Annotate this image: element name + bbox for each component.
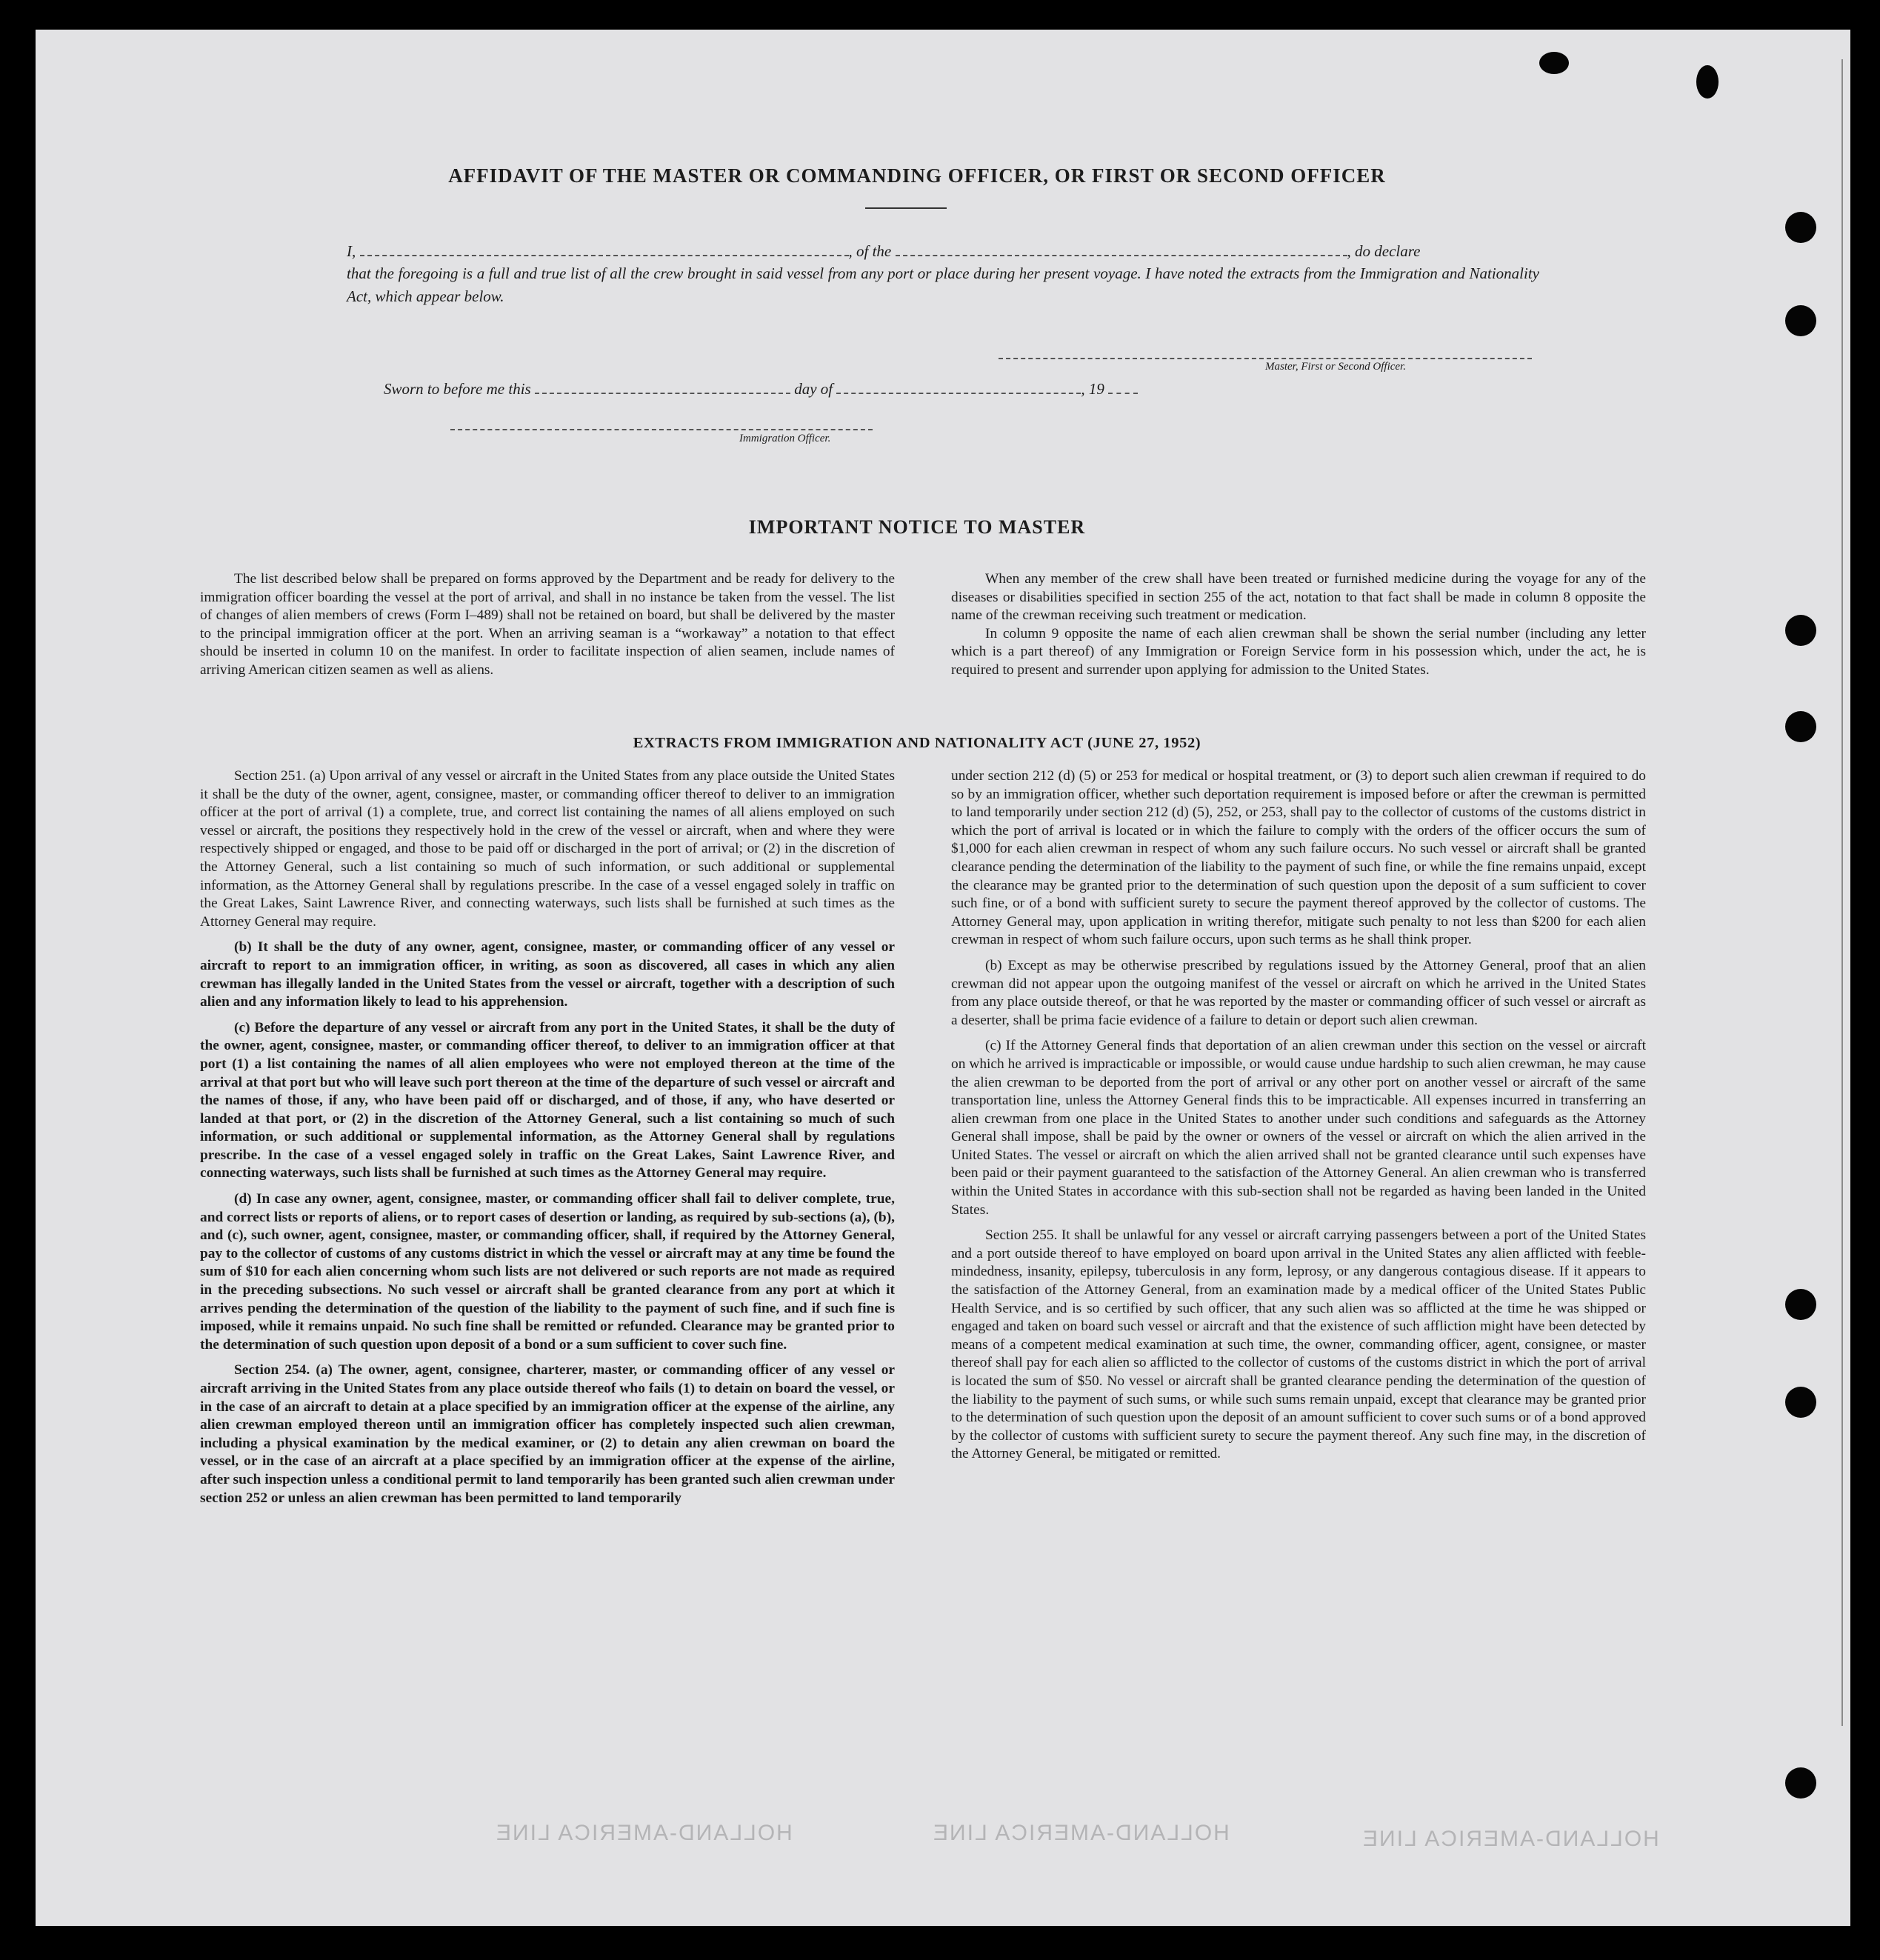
bleed-through-text: HOLLAND-AMERICA LINE [1361, 1827, 1659, 1851]
extracts-left-column [200, 767, 895, 1515]
extracts-title: EXTRACTS FROM IMMIGRATION AND NATIONALITY ACT (JUNE 27, 1952) [633, 735, 1201, 751]
section-254a: Section 254. (a) The owner, agent, consignee, charterer, master, or commanding officer of any vessel or aircraft arriving in the United States from any place outside thereof who fails (1) to detain on board the vessel, or in the case of an aircraft to detain at a place specified by an immigration officer at the expense of the airline, any alien crewman employed thereon until an immigration officer has completely inspected such alien crewman, including a physical examination by the medical examiner, or (2) to detain any alien crewman on board the vessel, or in the case of an aircraft at a place specified by an immigration officer at the expense of the airline, after such inspection unless a conditional permit to land temporarily has been granted such alien crewman under section 252 or unless an alien crewman has been permitted to land temporarily [200, 1362, 895, 1506]
notice-right-paragraph-2: In column 9 opposite the name of each alien crewman shall be shown the serial number (including any letter which is a part thereof) of any Immigration or Foreign Service form in his possession which, under the act, he is required to present and surrender upon applying for admission to the United States. [951, 625, 1646, 678]
bleed-through-text: HOLLAND-AMERICA LINE [495, 1821, 793, 1845]
sworn-label: Sworn to before me this [384, 380, 531, 398]
affidavit-title: AFFIDAVIT OF THE MASTER OR COMMANDING OFFICER, OR FIRST OR SECOND OFFICER [448, 164, 1386, 187]
notice-left-paragraph: The list described below shall be prepared on forms approved by the Department and be ready for delivery to the immigration officer boarding the vessel at the port of arrival, and shall in no instance be taken from the vessel. The list of changes of alien members of crews (Form I–489) shall not be retained on board, but shall be delivered by the master to the principal immigration officer at the port. When an arriving seaman is a “workaway” a notation to that effect should be inserted in column 10 on the manifest. In order to facilitate inspection of alien seamen, include names of arriving American citizen seamen as well as aliens. [200, 571, 895, 678]
page-edge-shadow [1841, 59, 1843, 1726]
section-251a: Section 251. (a) Upon arrival of any vessel or aircraft in the United States from any place outside the United States it shall be the duty of the owner, agent, consignee, master, or commanding officer thereof to deliver to an immigration officer at the port of arrival (1) a complete, true, and correct list containing the names of all aliens employed on such vessel or aircraft, the positions they respectively hold in the crew of the vessel or aircraft, when and where they were respectively shipped or engaged, and those to be paid off or discharged in the port of arrival; or (2) in the discretion of the Attorney General, such a list containing so much of such information, or such additional or supplemental information, as the Attorney General shall by regulations prescribe. In the case of a vessel engaged solely in traffic on the Great Lakes, Saint Lawrence River, and connecting waterways, such lists shall be furnished at such times as the Attorney General may require. [200, 768, 895, 930]
section-255: Section 255. It shall be unlawful for any vessel or aircraft carrying passengers between a port of the United States and a port outside thereof to have employed on board upon arrival in the United States any alien afflicted with feeble-mindedness, insanity, epilepsy, tuberculosis in any form, leprosy, or any dangerous contagious disease. If it appears to the satisfaction of the Attorney General, from an examination made by a medical officer of the United States Public Health Service, and is so certified by such officer, that any such alien was so afflicted at the time he was shipped or engaged and taken on board such vessel or aircraft and that the existence of such affliction might have been detected by means of a competent medical examination at such time, the owner, commanding officer, agent, consignee, or master thereof shall pay for each alien so afflicted to the collector of customs of the customs district in which the port of arrival is located the sum of $50. No vessel or aircraft shall be granted clearance pending the determination of the question of the liability to the payment of such sums, or while such sums remain unpaid, except that clearance may be granted prior to the determination of such question upon the deposit of an amount sufficient to cover such sums or of a bond approved by the collector of customs with sufficient surety to secure the payment thereof. Any such fine may, in the discretion of the Attorney General, be mitigated or remitted. [951, 1227, 1646, 1462]
section-251b: (b) It shall be the duty of any owner, agent, consignee, master, or commanding officer of any vessel or aircraft to report to an immigration officer, in writing, as soon as discovered, all cases in which any alien crewman has illegally landed in the United States from the vessel or aircraft, together with a description of such alien and any information likely to lead to his apprehension. [200, 939, 895, 1010]
notice-right-column [951, 570, 1646, 680]
day-of-label: day of [794, 380, 833, 398]
section-251d: (d) In case any owner, agent, consignee, master, or commanding officer shall fail to deliver complete, true, and correct lists or reports of aliens, or to report cases of desertion or landing, as required by sub-sections (a), (b), and (c), such owner, agent, consignee, master, or commanding officer, shall, if required by the Attorney General, pay to the collector of customs of any customs district in which the vessel or aircraft may at any time be found the sum of $10 for each alien concerning whom such lists are not delivered or such reports are not made as required in the preceding subsections. No such vessel or aircraft shall be granted clearance from any port at which it arrives pending the determination of the question of the liability to the payment of such fine, and if such fine is imposed, while it remains unpaid. No such fine shall be remitted or refunded. Clearance may be granted prior to the determination of such question upon deposit of a bond or a sum sufficient to cover such fine. [200, 1191, 895, 1353]
immigration-officer-caption: Immigration Officer. [739, 433, 831, 444]
punch-hole [1785, 615, 1816, 646]
extracts-right-column [951, 767, 1646, 1471]
notice-left-column [200, 570, 895, 680]
immigration-officer-signature-line [450, 429, 873, 430]
officer-signature-line [999, 358, 1532, 359]
vessel-blank [896, 239, 1347, 256]
sworn-line [384, 376, 1576, 401]
sworn-day-blank [535, 376, 790, 394]
document-page [36, 30, 1850, 1926]
title-underline [865, 207, 947, 209]
notice-right-paragraph-1: When any member of the crew shall have been treated or furnished medicine during the voyage for any of the diseases or disabilities specified in section 255 of the act, notation to that fact shall be made in column 8 opposite the name of the crewman receiving such treatment or medication. [951, 571, 1646, 624]
punch-hole [1696, 65, 1719, 99]
affidavit-declaration-line [347, 239, 1539, 263]
do-declare-label: , do declare [1347, 242, 1421, 260]
notice-title: IMPORTANT NOTICE TO MASTER [748, 516, 1086, 538]
punch-hole [1539, 52, 1569, 74]
section-254a-continued: under section 212 (d) (5) or 253 for medical or hospital treatment, or (3) to deport such alien crewman if required to do so by an immigration officer, whether such deportation requirement is imposed before or after the crewman is permitted to land temporarily under section 212 (d) (5), 252, or 253, shall pay to the collector of customs of the customs district in which the port of arrival is located or in which the failure to comply with the orders of the officer occurs the sum of $1,000 for each alien crewman in respect of whom any such failure occurs. No such vessel or aircraft shall be granted clearance pending the determination of the liability to the payment of such fine, or while the fine remains unpaid, except the clearance may be granted prior to the determination of such question upon the deposit of a sum sufficient to cover such fine, or of a bond with sufficient surety to secure the payment thereof approved by the collector of customs. The Attorney General may, upon application in writing therefor, mitigate such penalty to not less than $200 for each alien crewman in respect of whom such failure occurs, upon such terms as he shall think proper. [951, 768, 1646, 948]
punch-hole [1785, 1387, 1816, 1418]
punch-hole [1785, 1767, 1816, 1799]
bleed-through-text: HOLLAND-AMERICA LINE [932, 1821, 1230, 1845]
punch-hole [1785, 1289, 1816, 1320]
name-blank [360, 239, 849, 256]
officer-signature-caption: Master, First or Second Officer. [1265, 361, 1406, 373]
section-254b: (b) Except as may be otherwise prescribed by regulations issued by the Attorney General, proof that an alien crewman did not appear upon the outgoing manifest of the vessel or aircraft on which he arrived in the United States from any place outside thereof, or that he was reported by the master or commanding officer of such vessel or aircraft as a deserter, shall be prima facie evidence of a failure to detain or deport such alien crewman. [951, 957, 1646, 1028]
punch-hole [1785, 305, 1816, 336]
affidavit-declaration-text: that the foregoing is a full and true list of all the crew brought in said vessel from any port or place during her present voyage. I have noted the extracts from the Immigration and Nationality Act, which appear below. [347, 264, 1539, 305]
of-the-label: , of the [848, 242, 892, 260]
section-254c: (c) If the Attorney General finds that deportation of an alien crewman under this section on the vessel or aircraft on which he arrived is impracticable or impossible, or would cause undue hardship to such alien crewman, he may cause the alien crewman to be deported from the port of arrival or any other port on another vessel or aircraft of the same transportation line, unless the Attorney General finds this to be impracticable. All expenses incurred in transferring an alien crewman from one place in the United States to another under such conditions and safeguards as the Attorney General shall impose, shall be paid by the owner or owners of the vessel or aircraft on which the alien arrived in the United States. The vessel or aircraft on which the alien arrived shall not be granted clearance until such expenses have been paid or their payment guaranteed to the satisfaction of the Attorney General. An alien crewman who is transferred within the United States in accordance with this sub-section shall not be regarded as having been landed in the United States. [951, 1038, 1646, 1218]
i-label: I, [347, 242, 356, 260]
year-blank [1108, 376, 1138, 394]
sworn-month-blank [836, 376, 1081, 394]
year-label: , 19 [1081, 380, 1104, 398]
section-251c: (c) Before the departure of any vessel or aircraft from any port in the United States, it shall be the duty of the owner, agent, consignee, master, or commanding officer thereof, to deliver to an immigration officer at that port (1) a list containing the names of all alien employees who were not employed thereon at the time of the arrival at that port but who will leave such port thereon at the time of the departure of such vessel or aircraft and the names of those, if any, who have been paid off or discharged, and of those, if any, who have deserted or landed at that port, or (2) in the discretion of the Attorney General, such a list containing so much of such information, or such additional or supplemental information, as the Attorney General shall by regulations prescribe. In the case of a vessel engaged solely in traffic on the Great Lakes, Saint Lawrence River, and connecting waterways, such lists shall be furnished at such times as the Attorney General may require. [200, 1019, 895, 1181]
punch-hole [1785, 212, 1816, 243]
